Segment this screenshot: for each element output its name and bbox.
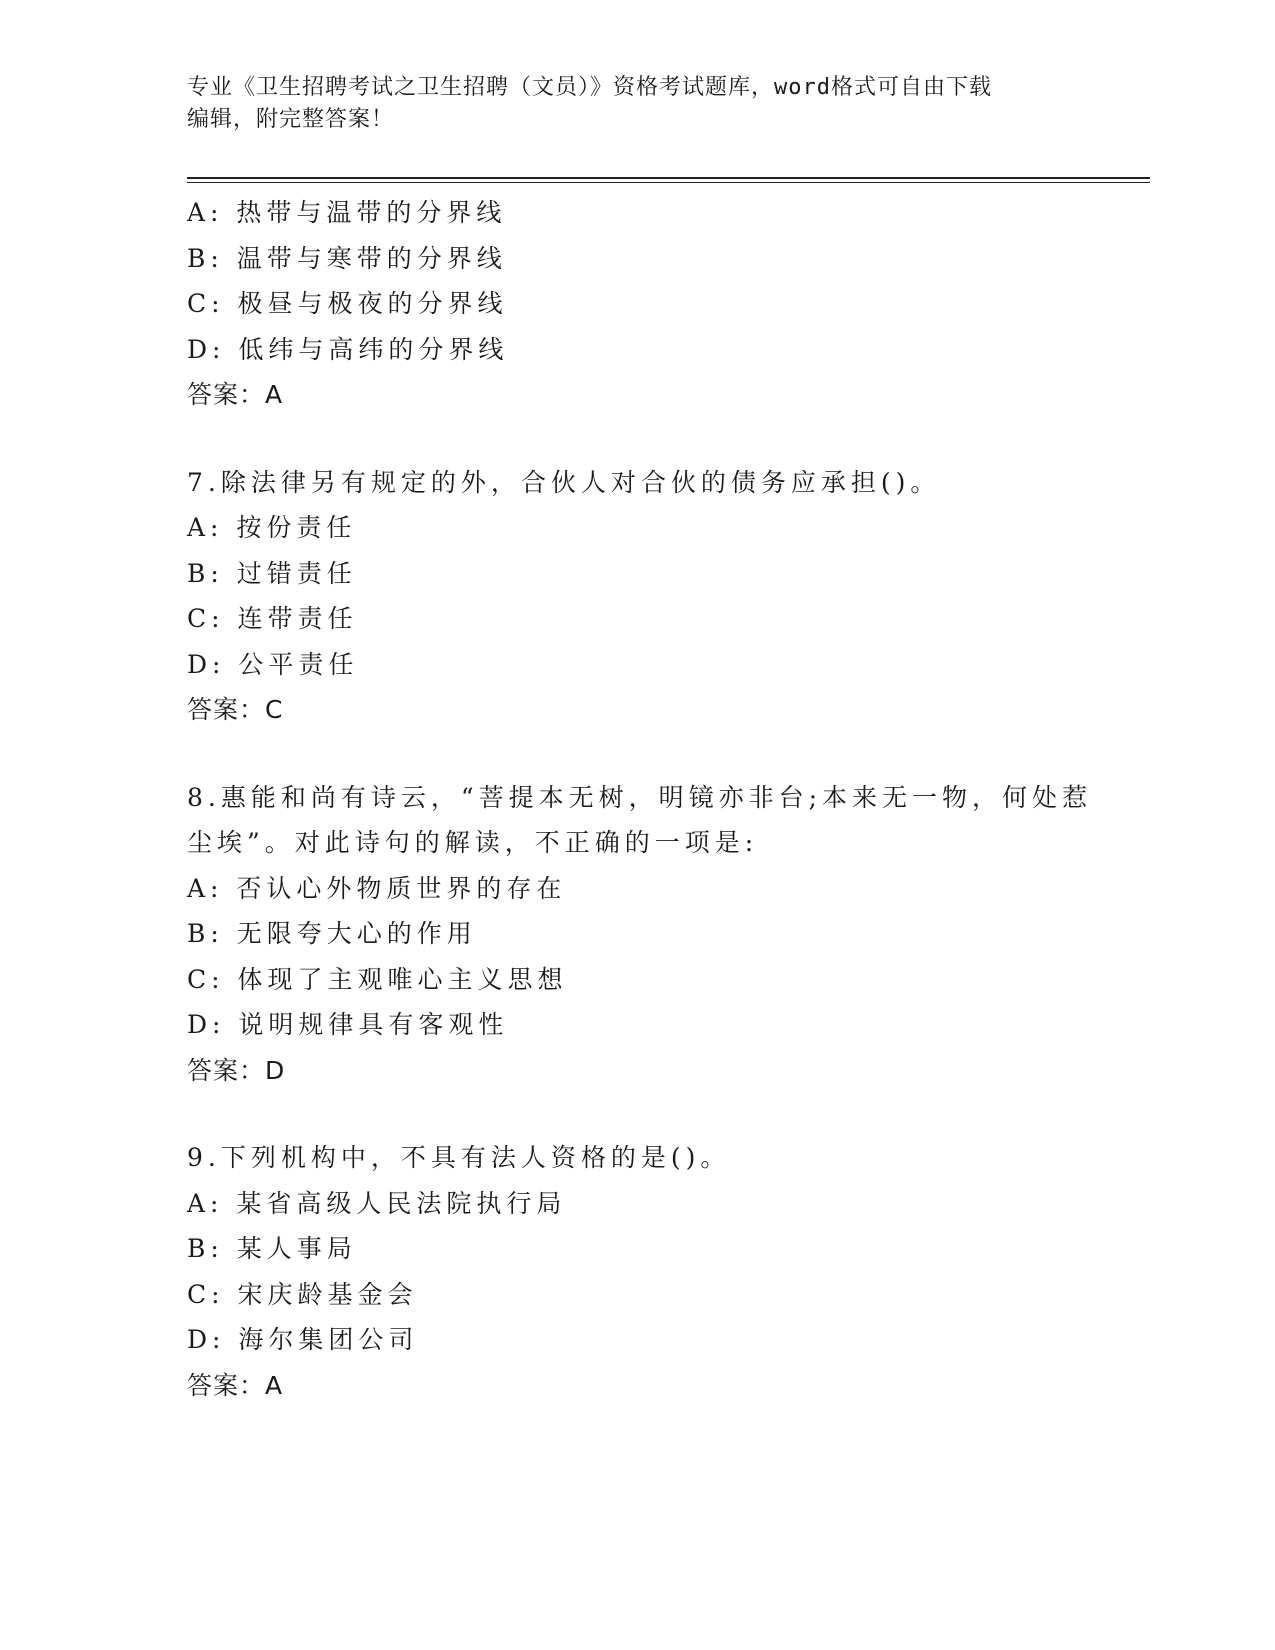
option-d: D: 低纬与高纬的分界线 [187,334,509,364]
question-6 [187,190,1087,418]
document-header [187,72,1067,136]
option-a: A: 否认心外物质世界的存在 [187,873,567,903]
option-b: B: 某人事局 [187,1234,357,1263]
option-d: D: 公平责任 [187,649,359,679]
header-rule [187,177,1150,179]
header-rule-thin [187,182,1150,183]
question-list [187,190,1093,1408]
answer-line: 答案：A [187,380,284,409]
answer-line: 答案：A [187,1370,284,1400]
answer-line: 答案：D [187,1055,286,1085]
question-8 [187,775,1093,1094]
question-stem: 9.下列机构中，不具有法人资格的是()。 [187,1143,731,1172]
question-stem-line-2: 尘埃”。对此诗句的解读，不正确的一项是: [187,828,759,857]
option-a: A: 某省高级人民法院执行局 [187,1188,567,1218]
question-7 [187,460,1087,733]
question-9 [187,1135,1087,1408]
option-c: C: 连带责任 [187,604,358,633]
option-c: C: 宋庆龄基金会 [187,1279,418,1309]
option-a: A: 热带与温带的分界线 [187,198,507,227]
question-stem-line-1: 8.惠能和尚有诗云，“菩提本无树，明镜亦非台;本来无一物，何处惹 [187,782,1093,812]
option-a: A: 按份责任 [187,513,357,542]
header-line-1: 专业《卫生招聘考试之卫生招聘（文员）》资格考试题库，word格式可自由下载 [187,75,992,100]
question-stem: 7.除法律另有规定的外，合伙人对合伙的债务应承担()。 [187,467,941,497]
option-c: C: 极昼与极夜的分界线 [187,289,508,318]
option-b: B: 温带与寒带的分界线 [187,243,507,273]
option-b: B: 无限夸大心的作用 [187,919,477,948]
option-d: D: 说明规律具有客观性 [187,1010,509,1039]
option-b: B: 过错责任 [187,558,357,588]
answer-line: 答案：C [187,695,284,724]
option-c: C: 体现了主观唯心主义思想 [187,964,568,994]
option-d: D: 海尔集团公司 [187,1325,419,1354]
header-line-2: 编辑，附完整答案！ [187,107,395,132]
